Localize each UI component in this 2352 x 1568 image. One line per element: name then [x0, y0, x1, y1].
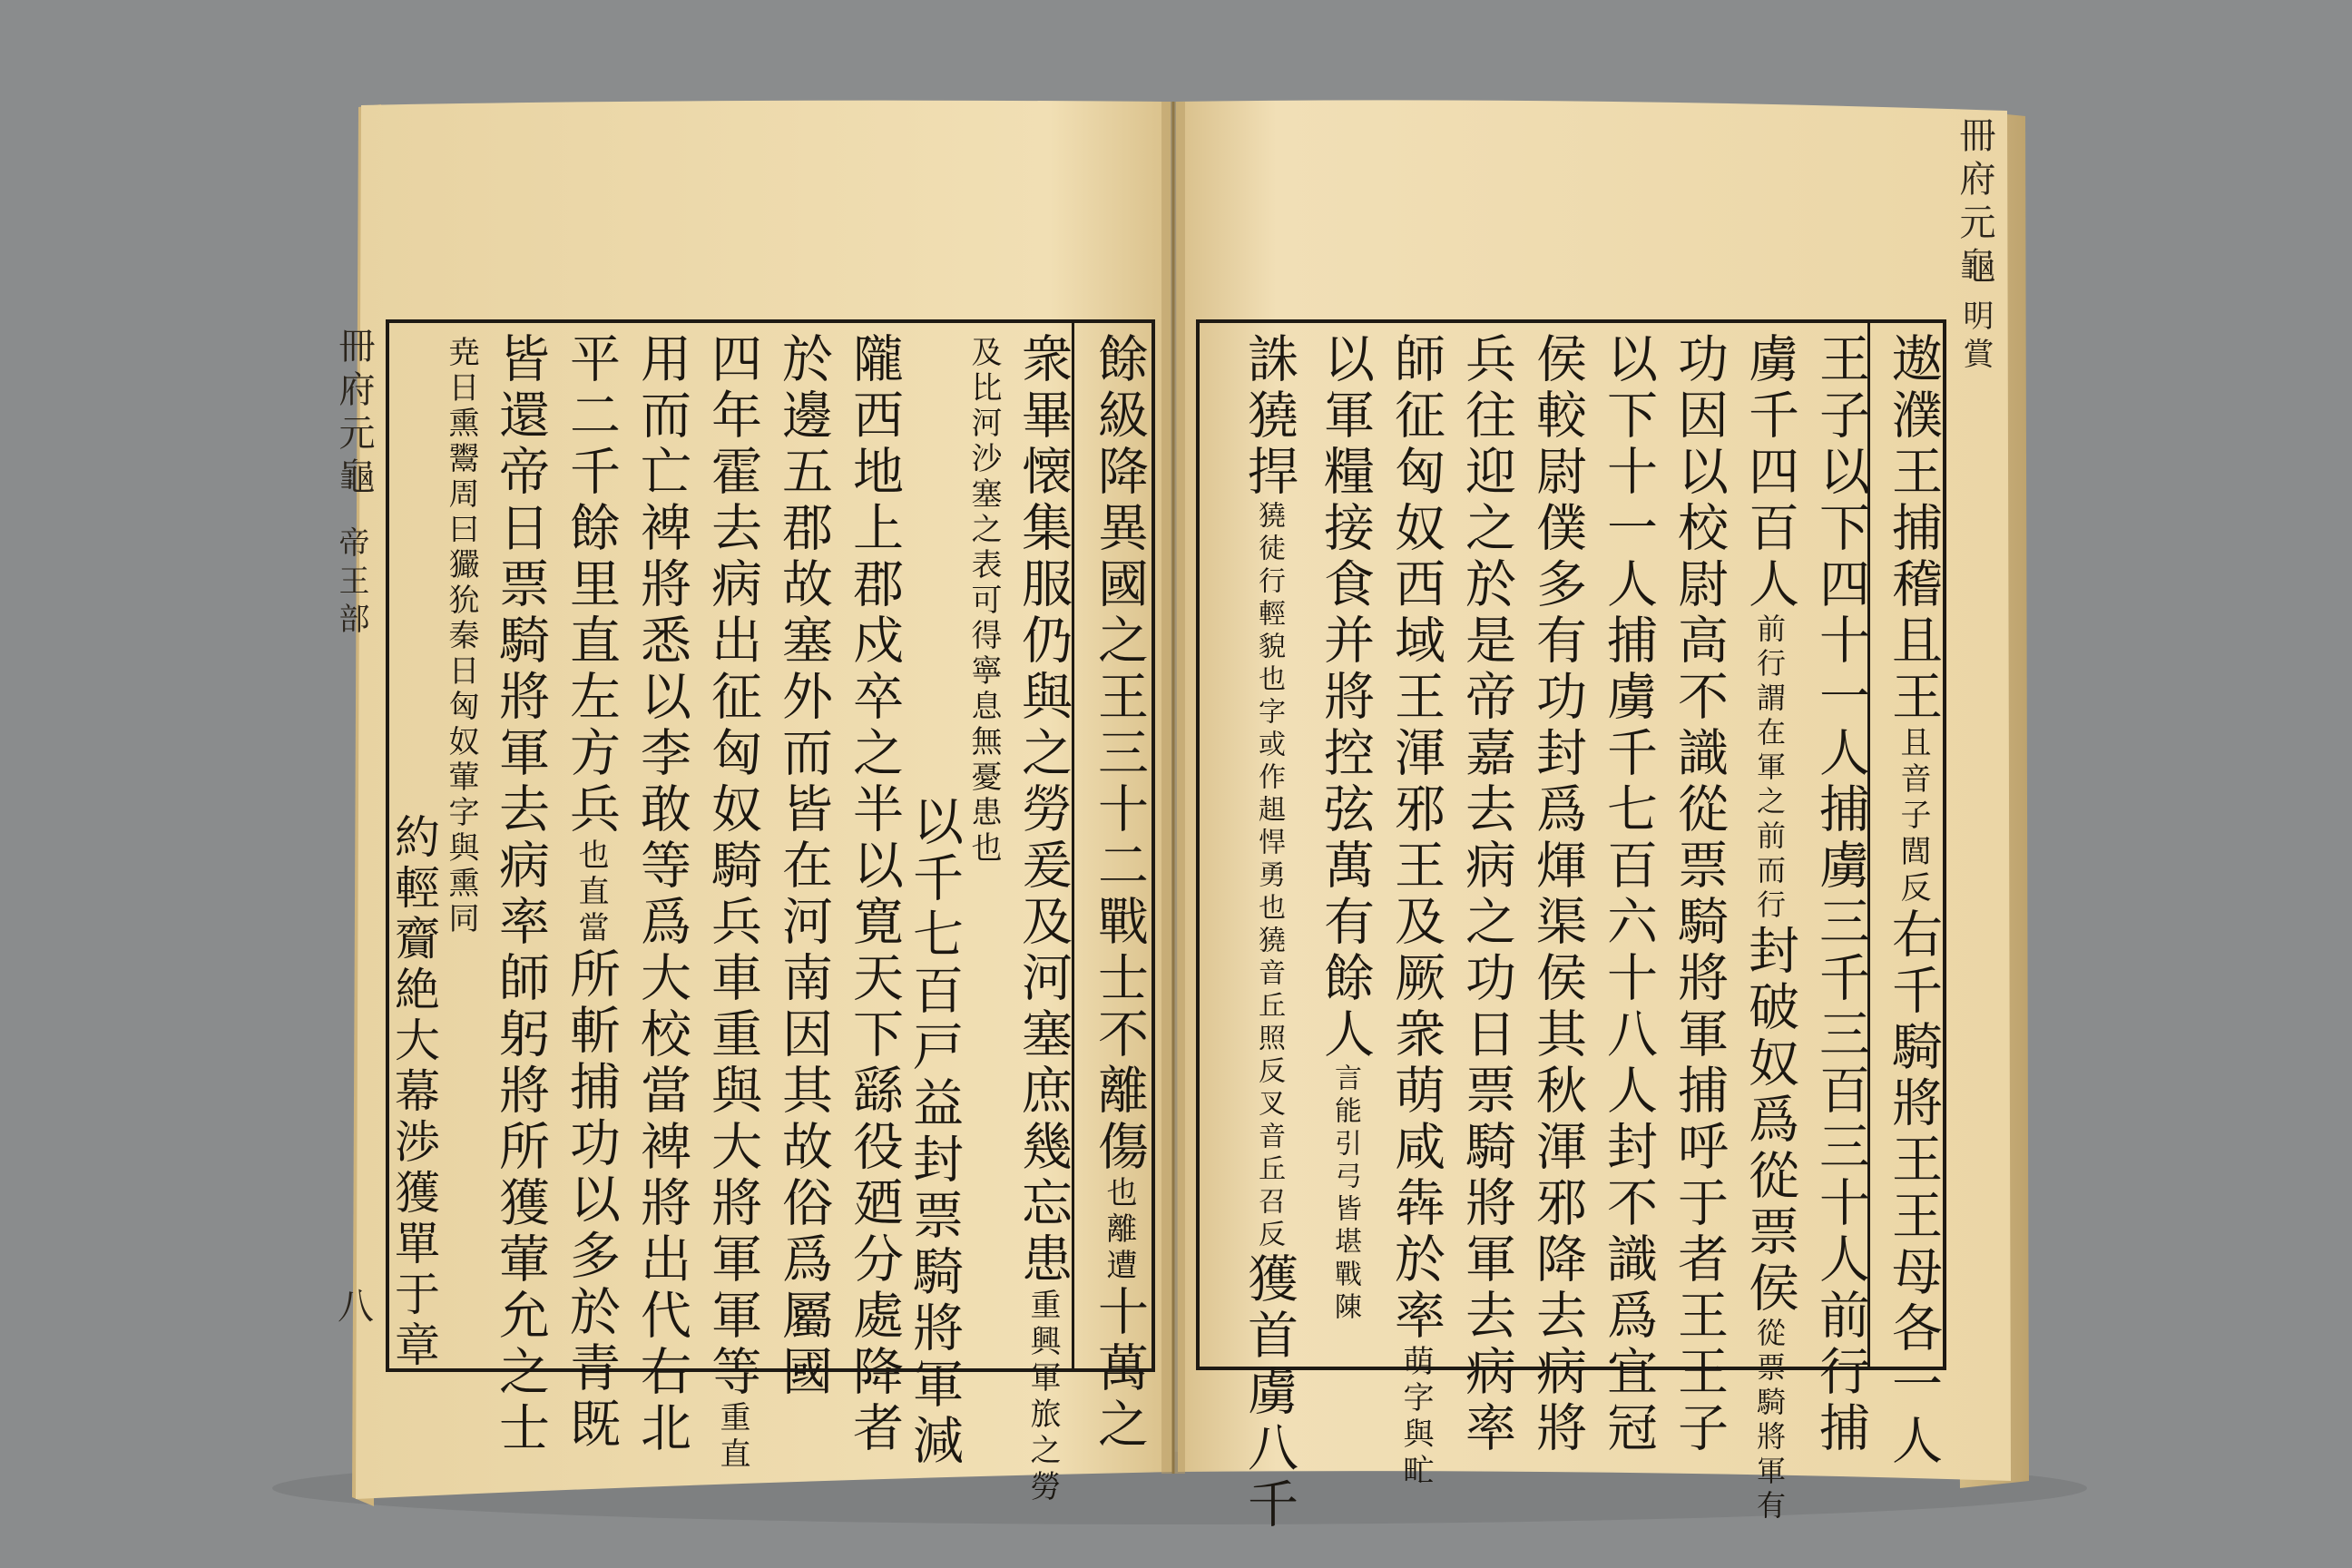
left-column-2: 衆畢懐集服仍與之勞爰及河塞庶幾忘患重興軍旅之勞: [1014, 332, 1073, 1506]
left-page-text-block: [386, 319, 1155, 1506]
left-column-1: 餘級降異國之王三十二戰士不離傷也離遭十萬之: [1090, 332, 1149, 1454]
right-column-7: 兵往迎之於是帝嘉去病之功日票騎將軍去病率: [1457, 332, 1516, 1457]
right-margin-title: 冊府元龜: [1954, 116, 1995, 290]
right-column-3: 虜千四百人前行謂在軍之前而行封破奴爲從票侯從票騎將軍有: [1740, 332, 1799, 1524]
right-column-2: 王子以下四十一人捕虜三千三百三十人前行捕: [1811, 332, 1870, 1457]
left-margin-title: 冊府元龜: [333, 327, 375, 501]
left-page-number: 八: [338, 1286, 374, 1328]
right-column-10: 誅獟捍獟徒行輕貌也字或作趄悍勇也獟音丘照反叉音丘召反獲首虜八千: [1240, 332, 1298, 1534]
left-column-10-note: 尭日熏鬻周曰玁狁秦日匈奴葷字與熏同: [443, 336, 479, 937]
right-column-5: 以下十一人捕虜千七百六十八人封不識爲宜冠: [1599, 332, 1658, 1457]
right-column-4: 功因以校尉高不識從票騎將軍捕呼于者王王子: [1670, 332, 1729, 1457]
right-page-text-block: [1196, 319, 1946, 1534]
right-column-6: 侯較尉僕多有功封爲煇渠侯其秋渾邪降去病將: [1528, 332, 1587, 1457]
right-column-8: 師征匈奴西域王渾邪王及厥衆萌咸犇於率萌字與甿: [1387, 332, 1446, 1490]
left-column-5: 於邊五郡故塞外而皆在河南因其故俗爲屬國: [774, 332, 833, 1401]
right-column-9: 以軍糧接食并將控弦萬有餘人言能引弓皆堪戰陳: [1316, 332, 1375, 1325]
left-column-4: 隴西地上郡戍卒之半以寛天下繇役廼分處降者: [845, 332, 904, 1457]
left-column-8: 平二千餘里直左方兵也直當所斬捕功以多於青既: [562, 332, 621, 1454]
left-column-7: 用而亡裨將悉以李敢等爲大校當裨將出代右北: [632, 332, 691, 1457]
left-column-9: 皆還帝日票騎將軍去病率師躬將所獲葷允之士: [491, 332, 550, 1457]
left-column-10: 約輕齎絶大幕渉獲單于章: [387, 813, 440, 1372]
left-column-3-note: 及比河沙塞之表可得寧息無憂患也: [965, 336, 1002, 867]
left-column-3: 以千七百戸益封票騎將軍減: [905, 795, 964, 1470]
left-column-6: 四年霍去病出征匈奴騎兵車重與大將軍軍等重直: [703, 332, 762, 1474]
right-margin-section: 明賞: [1957, 299, 1994, 376]
right-column-1: 遨濮王捕稽且王且音子閭反右千騎將王王母各一人: [1884, 332, 1943, 1470]
left-margin-section: 帝王部: [333, 526, 369, 641]
